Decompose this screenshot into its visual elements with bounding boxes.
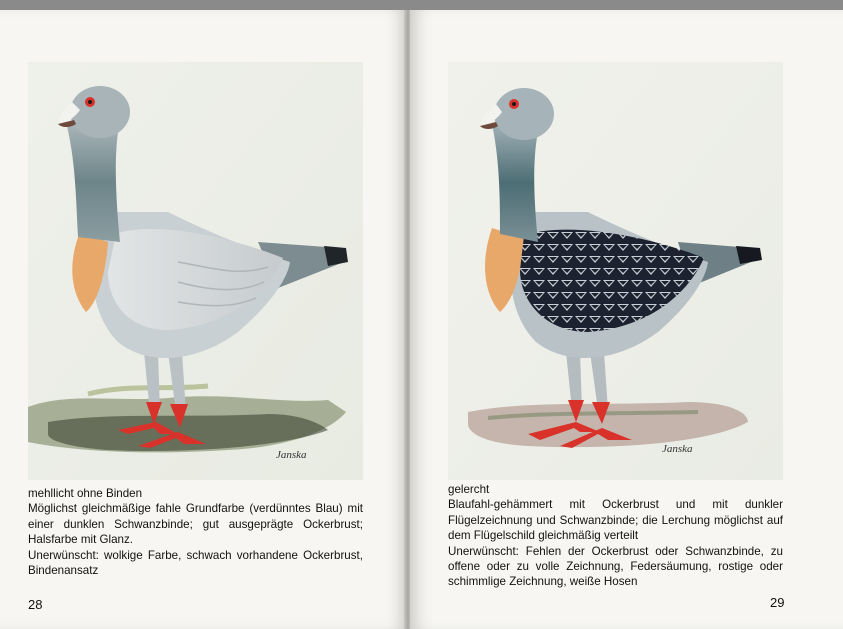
right-caption	[448, 482, 783, 590]
left-page	[0, 10, 408, 629]
right-caption-faults: Unerwünscht: Fehlen der Ockerbrust oder Schwanzbinde, zu offene oder zu volle Zeichnung, Federsäumung, rostige oder schimmlige Zeichnung, weiße Hosen	[448, 544, 783, 589]
left-caption-title: mehllicht ohne Binden	[28, 487, 143, 500]
pigeon-mealy-illustration	[28, 62, 363, 480]
book-spread	[0, 10, 843, 629]
right-page-number: 29	[770, 595, 785, 610]
right-illustration	[448, 62, 783, 480]
pigeon-checker-illustration	[448, 62, 783, 480]
right-signature: Janska	[662, 443, 693, 455]
left-caption	[28, 486, 363, 578]
right-caption-description: Blaufahl-gehämmert mit Ockerbrust und mit dunkler Flügelzeichnung und Schwanzbinde; die Lerchung möglichst auf dem Flügelschild gleichmäßig verteilt	[448, 498, 783, 543]
left-signature: Janska	[276, 449, 307, 461]
right-caption-title: gelercht	[448, 483, 490, 496]
left-caption-description: Möglichst gleichmäßige fahle Grundfarbe (verdünntes Blau) mit einer dunklen Schwanzbinde; gut ausgeprägte Ockerbrust; Halsfarbe mit Glanz.	[28, 502, 363, 547]
right-page	[410, 10, 843, 629]
left-page-number: 28	[28, 597, 43, 612]
left-caption-faults: Unerwünscht: wolkige Farbe, schwach vorhandene Ockerbrust, Bindenansatz	[28, 548, 363, 578]
left-illustration	[28, 62, 363, 480]
